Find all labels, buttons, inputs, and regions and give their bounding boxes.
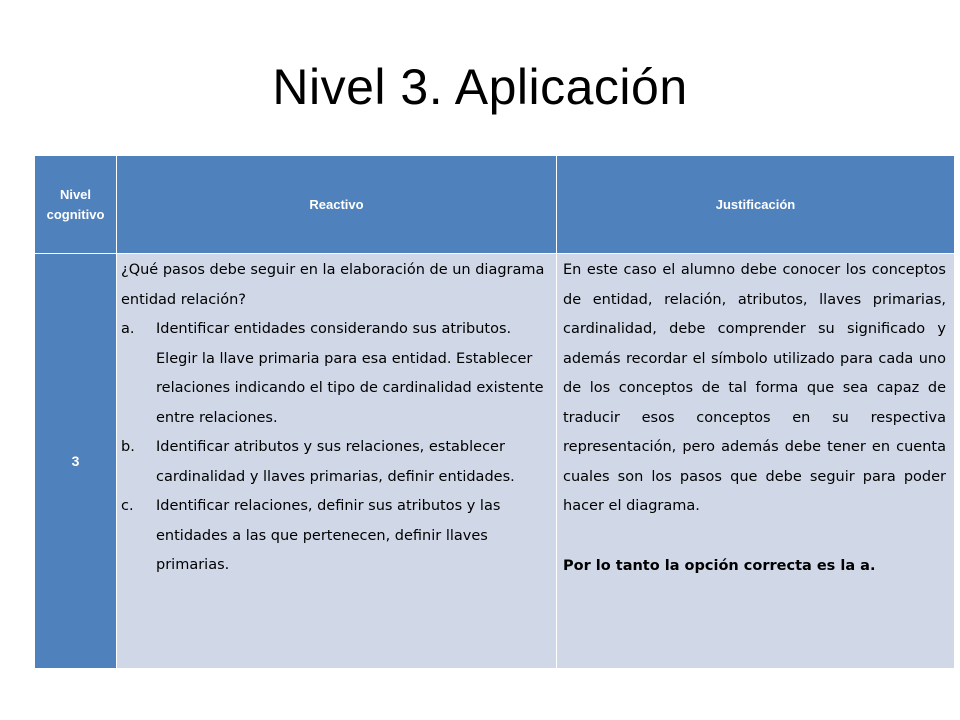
header-row [35,156,955,254]
header-reactivo: Reactivo [117,156,557,254]
justification-text: En este caso el alumno debe conocer los conceptos de entidad, relación, atributos, llaves primarias, cardinalidad, debe comprender su significado y además recordar el símbolo utilizado para cada uno de los conceptos de tal forma que sea capaz de traducir esos conceptos en su respectiva representación, pero además debe tener en cuenta cuales son los pasos que debe seguir para poder hacer el diagrama. [563,262,946,514]
option-text: Identificar relaciones, definir sus atributos y las entidades a las que pertenecen, definir llaves primarias. [156,498,501,573]
question-text: ¿Qué pasos debe seguir en la elaboración de un diagrama entidad relación? [121,262,545,308]
option-text: Identificar atributos y sus relaciones, establecer cardinalidad y llaves primarias, definir entidades. [156,439,515,485]
nivel-cell: 3 [35,254,117,669]
slide-title: Nivel 3. Aplicación [272,59,688,115]
option-text: Identificar entidades considerando sus atributos. Elegir la llave primaria para esa entidad. Establecer relaciones indicando el tipo de cardinalidad existente entre relaciones. [156,321,544,426]
option-c [121,492,550,581]
option-label: a. [121,321,135,337]
assessment-table [34,155,955,669]
header-nivel-cognitivo: Nivel cognitivo [35,156,117,254]
conclusion-text: Por lo tanto la opción correcta es la a. [563,557,876,574]
options-list [121,315,550,581]
table-row [35,254,955,669]
reactivo-cell [117,254,557,669]
option-a [121,315,550,433]
header-justificacion: Justificación [557,156,955,254]
justificacion-cell [557,254,955,669]
option-label: c. [121,498,134,514]
option-label: b. [121,439,135,455]
option-b [121,433,550,492]
